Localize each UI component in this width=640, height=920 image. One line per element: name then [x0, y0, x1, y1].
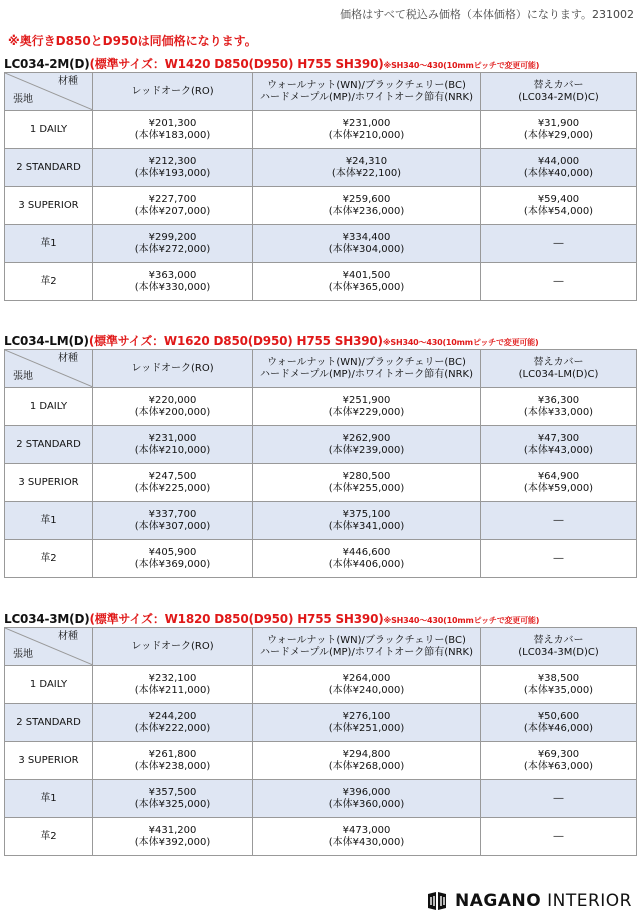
price-incl-tax: ¥431,200: [148, 824, 197, 836]
cover-price-cell: [481, 704, 637, 742]
price-incl-tax: ¥201,300: [148, 117, 197, 129]
cover-price-cell: [481, 666, 637, 704]
price-excl-tax: (本体¥330,000): [134, 281, 211, 293]
price-excl-tax: (本体¥33,000): [523, 406, 594, 418]
red-oak-price-cell: [93, 502, 253, 540]
red-oak-price-cell: [93, 540, 253, 578]
fabric-grade: 1 DAILY: [5, 388, 93, 426]
model-code: LC034-LM(D): [4, 334, 89, 348]
header-cover-code: (LC034-3M(D)C): [518, 646, 599, 658]
standard-size: (標準サイズ：W1620 D850(D950) H755 SH390): [88, 334, 383, 348]
price-excl-tax: (本体¥239,000): [328, 444, 405, 456]
header-cover: [481, 628, 637, 666]
table-row: [5, 225, 637, 263]
brand-name-bold: NAGANO: [455, 891, 542, 911]
price-incl-tax: ¥334,400: [342, 231, 391, 243]
price-note: 価格はすべて税込み価格（本体価格）になります。231002: [340, 8, 634, 21]
premium-wood-price-cell: [253, 780, 481, 818]
cover-price-cell: [481, 388, 637, 426]
header-wood-line2: ハードメープル(MP)/ホワイトオーク節有(NRK): [259, 91, 474, 103]
red-oak-price-cell: [93, 225, 253, 263]
price-incl-tax: ¥47,300: [537, 432, 580, 444]
premium-wood-price-cell: [253, 666, 481, 704]
cover-price-cell: [481, 426, 637, 464]
price-excl-tax: (本体¥240,000): [328, 684, 405, 696]
fabric-grade: 2 STANDARD: [5, 426, 93, 464]
price-incl-tax: ¥446,600: [342, 546, 391, 558]
price-section: [4, 56, 636, 301]
cover-price-cell: [481, 818, 637, 856]
premium-wood-price-cell: [253, 502, 481, 540]
model-code: LC034-2M(D): [4, 57, 90, 71]
premium-wood-price-cell: [253, 225, 481, 263]
price-incl-tax: ¥231,000: [148, 432, 197, 444]
premium-wood-price-cell: [253, 818, 481, 856]
price-incl-tax: ¥232,100: [148, 672, 197, 684]
price-incl-tax: ¥59,400: [537, 193, 580, 205]
price-excl-tax: (本体¥211,000): [134, 684, 211, 696]
fabric-grade: 革1: [5, 780, 93, 818]
price-incl-tax: ¥264,000: [342, 672, 391, 684]
price-excl-tax: (本体¥229,000): [328, 406, 405, 418]
brand-footer: [425, 888, 632, 914]
red-oak-price-cell: [93, 704, 253, 742]
price-excl-tax: (本体¥59,000): [523, 482, 594, 494]
price-excl-tax: (本体¥225,000): [134, 482, 211, 494]
price-excl-tax: (本体¥46,000): [523, 722, 594, 734]
price-excl-tax: (本体¥307,000): [134, 520, 211, 532]
price-incl-tax: ¥259,600: [342, 193, 391, 205]
brand-name: [455, 891, 632, 911]
price-excl-tax: (本体¥22,100): [331, 167, 402, 179]
not-available-dash: ―: [553, 237, 564, 249]
red-oak-price-cell: [93, 388, 253, 426]
section-title: [4, 333, 636, 349]
table-row: [5, 502, 637, 540]
price-section: [4, 333, 636, 578]
price-incl-tax: ¥251,900: [342, 394, 391, 406]
price-section: [4, 611, 636, 856]
premium-wood-price-cell: [253, 111, 481, 149]
not-available-dash: ―: [553, 552, 564, 564]
fabric-grade: 1 DAILY: [5, 666, 93, 704]
premium-wood-price-cell: [253, 540, 481, 578]
not-available-dash: ―: [553, 830, 564, 842]
fabric-header: 張地: [13, 649, 33, 660]
table-header-row: [5, 628, 637, 666]
price-incl-tax: ¥276,100: [342, 710, 391, 722]
header-cover-line1: 替えカバー: [533, 79, 584, 91]
red-oak-price-cell: [93, 780, 253, 818]
table-row: [5, 111, 637, 149]
red-oak-price-cell: [93, 187, 253, 225]
premium-wood-price-cell: [253, 742, 481, 780]
price-incl-tax: ¥227,700: [148, 193, 197, 205]
price-excl-tax: (本体¥304,000): [328, 243, 405, 255]
price-excl-tax: (本体¥341,000): [328, 520, 405, 532]
red-oak-price-cell: [93, 426, 253, 464]
price-incl-tax: ¥44,000: [537, 155, 580, 167]
table-row: [5, 818, 637, 856]
price-excl-tax: (本体¥210,000): [328, 129, 405, 141]
price-incl-tax: ¥244,200: [148, 710, 197, 722]
price-excl-tax: (本体¥238,000): [134, 760, 211, 772]
price-excl-tax: (本体¥54,000): [523, 205, 594, 217]
price-incl-tax: ¥337,700: [148, 508, 197, 520]
header-wood-line1: ウォールナット(WN)/ブラックチェリー(BC): [267, 356, 466, 368]
price-excl-tax: (本体¥268,000): [328, 760, 405, 772]
seat-height-note: ※SH340～430(10mmピッチで変更可能): [383, 616, 540, 625]
header-wood-species: [253, 350, 481, 388]
premium-wood-price-cell: [253, 263, 481, 301]
fabric-header: 張地: [13, 371, 33, 382]
fabric-grade: 革2: [5, 540, 93, 578]
price-excl-tax: (本体¥63,000): [523, 760, 594, 772]
material-header: 材種: [58, 353, 78, 364]
red-oak-price-cell: [93, 464, 253, 502]
header-wood-line1: ウォールナット(WN)/ブラックチェリー(BC): [267, 634, 466, 646]
cover-price-cell: [481, 263, 637, 301]
table-row: [5, 426, 637, 464]
fabric-grade: 3 SUPERIOR: [5, 742, 93, 780]
not-available-dash: ―: [553, 514, 564, 526]
header-red-oak: レッドオーク(RO): [93, 628, 253, 666]
model-code: LC034-3M(D): [4, 612, 90, 626]
table-row: [5, 742, 637, 780]
price-incl-tax: ¥38,500: [537, 672, 580, 684]
fabric-grade: 革2: [5, 263, 93, 301]
price-incl-tax: ¥280,500: [342, 470, 391, 482]
nagano-interior-logo-icon: [425, 889, 449, 913]
table-row: [5, 388, 637, 426]
price-incl-tax: ¥24,310: [345, 155, 388, 167]
price-incl-tax: ¥473,000: [342, 824, 391, 836]
fabric-header: 張地: [13, 94, 33, 105]
material-header: 材種: [58, 76, 78, 87]
fabric-grade: 3 SUPERIOR: [5, 464, 93, 502]
standard-size: (標準サイズ：W1820 D850(D950) H755 SH390): [89, 612, 384, 626]
section-title: [4, 56, 636, 72]
table-row: [5, 666, 637, 704]
header-wood-species: [253, 628, 481, 666]
not-available-dash: ―: [553, 792, 564, 804]
header-cover-line1: 替えカバー: [533, 634, 584, 646]
price-excl-tax: (本体¥255,000): [328, 482, 405, 494]
price-excl-tax: (本体¥236,000): [328, 205, 405, 217]
price-excl-tax: (本体¥35,000): [523, 684, 594, 696]
price-incl-tax: ¥363,000: [148, 269, 197, 281]
material-header: 材種: [58, 631, 78, 642]
price-incl-tax: ¥220,000: [148, 394, 197, 406]
price-incl-tax: ¥357,500: [148, 786, 197, 798]
table-row: [5, 540, 637, 578]
price-excl-tax: (本体¥325,000): [134, 798, 211, 810]
cover-price-cell: [481, 111, 637, 149]
header-cover-code: (LC034-LM(D)C): [518, 368, 599, 380]
red-oak-price-cell: [93, 742, 253, 780]
price-excl-tax: (本体¥210,000): [134, 444, 211, 456]
cover-price-cell: [481, 464, 637, 502]
price-incl-tax: ¥262,900: [342, 432, 391, 444]
standard-size: (標準サイズ：W1420 D850(D950) H755 SH390): [89, 57, 384, 71]
fabric-grade: 2 STANDARD: [5, 149, 93, 187]
header-corner-cell: [5, 350, 93, 388]
cover-price-cell: [481, 780, 637, 818]
price-excl-tax: (本体¥200,000): [134, 406, 211, 418]
price-incl-tax: ¥375,100: [342, 508, 391, 520]
cover-price-cell: [481, 149, 637, 187]
price-incl-tax: ¥69,300: [537, 748, 580, 760]
depth-notice: ※奥行きD850とD950は同価格になります。: [8, 34, 257, 48]
price-incl-tax: ¥247,500: [148, 470, 197, 482]
price-excl-tax: (本体¥183,000): [134, 129, 211, 141]
cover-price-cell: [481, 225, 637, 263]
header-wood-line1: ウォールナット(WN)/ブラックチェリー(BC): [267, 79, 466, 91]
fabric-grade: 革1: [5, 225, 93, 263]
premium-wood-price-cell: [253, 426, 481, 464]
header-cover-line1: 替えカバー: [533, 356, 584, 368]
header-wood-line2: ハードメープル(MP)/ホワイトオーク節有(NRK): [259, 646, 474, 658]
fabric-grade: 革2: [5, 818, 93, 856]
price-incl-tax: ¥212,300: [148, 155, 197, 167]
header-cover: [481, 73, 637, 111]
cover-price-cell: [481, 187, 637, 225]
brand-name-light: INTERIOR: [541, 891, 632, 911]
seat-height-note: ※SH340～430(10mmピッチで変更可能): [382, 338, 539, 347]
cover-price-cell: [481, 742, 637, 780]
table-row: [5, 464, 637, 502]
price-excl-tax: (本体¥29,000): [523, 129, 594, 141]
price-incl-tax: ¥299,200: [148, 231, 197, 243]
price-incl-tax: ¥396,000: [342, 786, 391, 798]
premium-wood-price-cell: [253, 388, 481, 426]
header-red-oak: レッドオーク(RO): [93, 350, 253, 388]
price-excl-tax: (本体¥193,000): [134, 167, 211, 179]
table-row: [5, 187, 637, 225]
price-incl-tax: ¥261,800: [148, 748, 197, 760]
price-excl-tax: (本体¥365,000): [328, 281, 405, 293]
red-oak-price-cell: [93, 149, 253, 187]
cover-price-cell: [481, 502, 637, 540]
seat-height-note: ※SH340～430(10mmピッチで変更可能): [383, 61, 540, 70]
red-oak-price-cell: [93, 111, 253, 149]
fabric-grade: 3 SUPERIOR: [5, 187, 93, 225]
table-row: [5, 704, 637, 742]
header-wood-line2: ハードメープル(MP)/ホワイトオーク節有(NRK): [259, 368, 474, 380]
table-row: [5, 263, 637, 301]
premium-wood-price-cell: [253, 464, 481, 502]
cover-price-cell: [481, 540, 637, 578]
section-title: [4, 611, 636, 627]
table-header-row: [5, 350, 637, 388]
red-oak-price-cell: [93, 263, 253, 301]
red-oak-price-cell: [93, 818, 253, 856]
header-cover-code: (LC034-2M(D)C): [518, 91, 599, 103]
price-table: [4, 72, 637, 301]
price-table: [4, 349, 637, 578]
fabric-grade: 2 STANDARD: [5, 704, 93, 742]
price-incl-tax: ¥405,900: [148, 546, 197, 558]
price-excl-tax: (本体¥272,000): [134, 243, 211, 255]
price-excl-tax: (本体¥222,000): [134, 722, 211, 734]
price-excl-tax: (本体¥406,000): [328, 558, 405, 570]
table-row: [5, 780, 637, 818]
header-corner-cell: [5, 73, 93, 111]
price-excl-tax: (本体¥369,000): [134, 558, 211, 570]
price-excl-tax: (本体¥207,000): [134, 205, 211, 217]
price-excl-tax: (本体¥392,000): [134, 836, 211, 848]
price-incl-tax: ¥231,000: [342, 117, 391, 129]
price-excl-tax: (本体¥43,000): [523, 444, 594, 456]
price-incl-tax: ¥50,600: [537, 710, 580, 722]
table-header-row: [5, 73, 637, 111]
not-available-dash: ―: [553, 275, 564, 287]
premium-wood-price-cell: [253, 704, 481, 742]
red-oak-price-cell: [93, 666, 253, 704]
price-excl-tax: (本体¥251,000): [328, 722, 405, 734]
header-cover: [481, 350, 637, 388]
price-excl-tax: (本体¥360,000): [328, 798, 405, 810]
header-corner-cell: [5, 628, 93, 666]
table-row: [5, 149, 637, 187]
premium-wood-price-cell: [253, 149, 481, 187]
header-red-oak: レッドオーク(RO): [93, 73, 253, 111]
price-incl-tax: ¥36,300: [537, 394, 580, 406]
price-table: [4, 627, 637, 856]
price-excl-tax: (本体¥430,000): [328, 836, 405, 848]
premium-wood-price-cell: [253, 187, 481, 225]
price-incl-tax: ¥401,500: [342, 269, 391, 281]
price-incl-tax: ¥31,900: [537, 117, 580, 129]
fabric-grade: 1 DAILY: [5, 111, 93, 149]
price-excl-tax: (本体¥40,000): [523, 167, 594, 179]
price-incl-tax: ¥294,800: [342, 748, 391, 760]
fabric-grade: 革1: [5, 502, 93, 540]
header-wood-species: [253, 73, 481, 111]
price-incl-tax: ¥64,900: [537, 470, 580, 482]
